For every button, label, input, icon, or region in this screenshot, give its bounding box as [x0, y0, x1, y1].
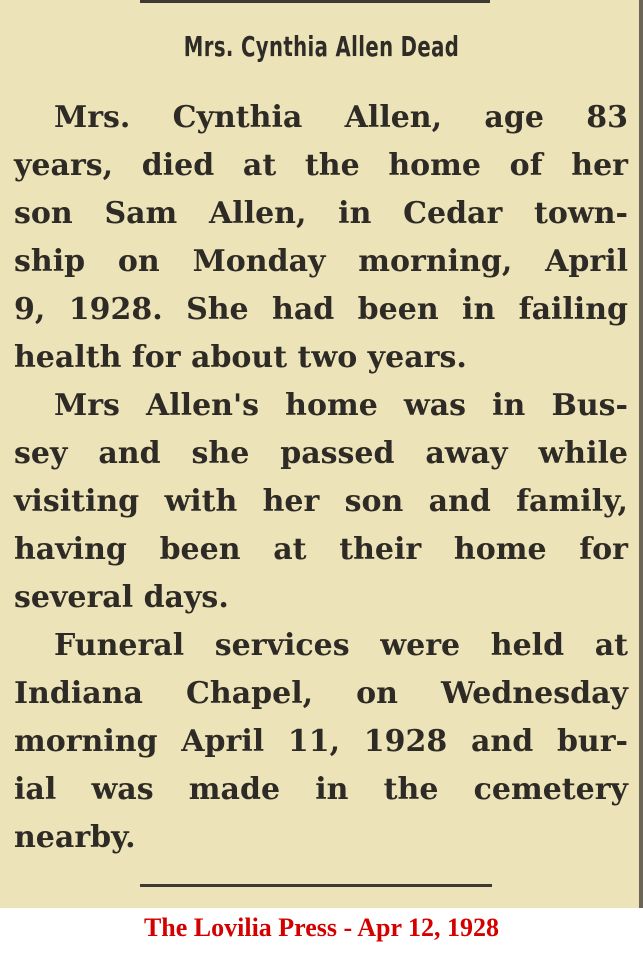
clipping-edge [639, 0, 643, 908]
source-caption: The Lovilia Press - Apr 12, 1928 [143, 913, 500, 942]
bottom-rule [140, 884, 492, 887]
text-line: sey and she passed away while [14, 436, 628, 471]
text-line: 9, 1928. She had been in failing [14, 292, 628, 327]
text-line: years, died at the home of her [14, 148, 628, 183]
article-body [14, 94, 628, 862]
paragraph-3 [14, 622, 628, 862]
paragraph-2 [14, 382, 628, 622]
text-line: ial was made in the cemetery [14, 772, 628, 807]
text-line: ship on Monday morning, April [14, 244, 628, 279]
text-line: Mrs. Cynthia Allen, age 83 [54, 100, 628, 135]
text-line: morning April 11, 1928 and bur- [14, 724, 628, 759]
paragraph-1 [14, 94, 628, 382]
text-line: visiting with her son and family, [14, 484, 628, 519]
text-line: several days. [14, 580, 229, 615]
text-line: Indiana Chapel, on Wednesday [14, 676, 628, 711]
text-line: health for about two years. [14, 340, 467, 375]
text-line: Mrs Allen's home was in Bus- [54, 388, 628, 423]
headline: Mrs. Cynthia Allen Dead [183, 30, 460, 63]
text-line: Funeral services were held at [54, 628, 628, 663]
top-rule [140, 0, 490, 3]
text-line: having been at their home for [14, 532, 628, 567]
text-line: nearby. [14, 820, 136, 855]
text-line: son Sam Allen, in Cedar town- [14, 196, 628, 231]
